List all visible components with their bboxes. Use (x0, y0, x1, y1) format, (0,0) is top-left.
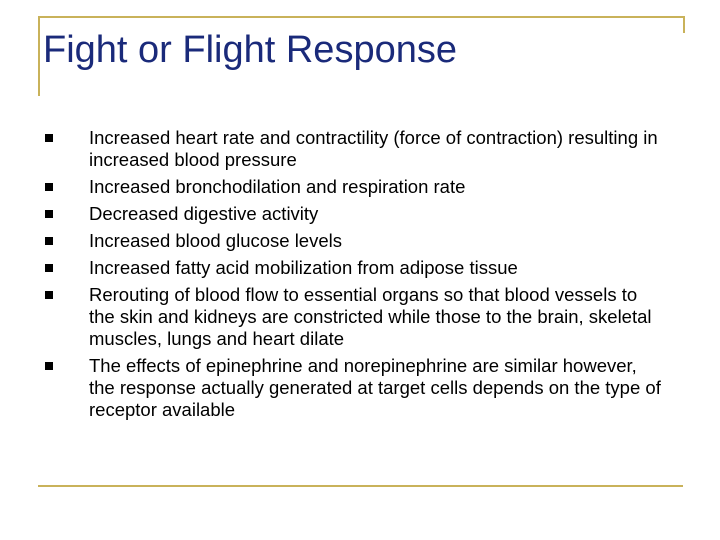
bullet-item (43, 176, 663, 198)
square-bullet-icon (45, 362, 53, 370)
bullet-text: Increased blood glucose levels (89, 230, 342, 251)
square-bullet-icon (45, 134, 53, 142)
bottom-rule (38, 485, 683, 487)
square-bullet-icon (45, 237, 53, 245)
top-rule (38, 16, 683, 18)
left-rule (38, 16, 40, 96)
bullet-text: Increased bronchodilation and respiration rate (89, 176, 466, 197)
bullet-item (43, 127, 663, 171)
square-bullet-icon (45, 210, 53, 218)
slide-title: Fight or Flight Response (43, 29, 457, 71)
square-bullet-icon (45, 291, 53, 299)
bullet-item (43, 203, 663, 225)
bullet-text: Increased fatty acid mobilization from adipose tissue (89, 257, 518, 278)
corner-rule (683, 16, 685, 33)
bullet-text: Rerouting of blood flow to essential organs so that blood vessels to the skin and kidneys are constricted while those to the brain, skeletal muscles, lungs and heart dilate (89, 284, 652, 349)
bullet-list (43, 127, 663, 426)
square-bullet-icon (45, 183, 53, 191)
bullet-item (43, 284, 663, 350)
bullet-text: Decreased digestive activity (89, 203, 319, 224)
bullet-text: Increased heart rate and contractility (force of contraction) resulting in increased blood pressure (89, 127, 658, 170)
bullet-text: The effects of epinephrine and norepinephrine are similar however, the response actually generated at target cells depends on the type of receptor available (89, 355, 661, 420)
bullet-item (43, 230, 663, 252)
bullet-item (43, 257, 663, 279)
bullet-item (43, 355, 663, 421)
square-bullet-icon (45, 264, 53, 272)
